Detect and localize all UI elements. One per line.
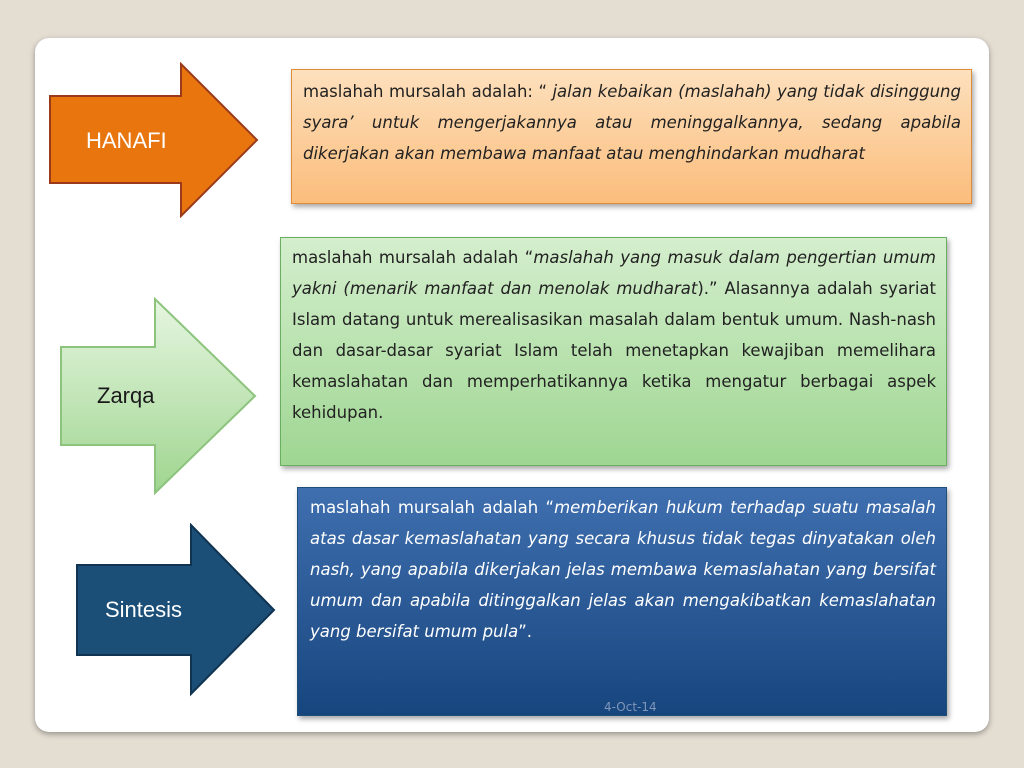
hanafi-definition-quote: jalan kebaikan (maslahah) yang tidak disinggung syara’ untuk mengerjakannya atau meninggalkannya, sedang apabila dikerjakan akan membawa manfaat atau menghindarkan mudharat — [303, 82, 961, 163]
hanafi-definition-box — [291, 69, 972, 204]
sintesis-definition-box — [297, 487, 947, 716]
sintesis-definition-prefix: maslahah mursalah adalah “ — [310, 498, 555, 517]
zarqa-definition-suffix: ).” Alasannya adalah syariat Islam datang untuk merealisasikan masalah dalam bentuk umum. Nash-nash dan dasar-dasar syariat Islam telah menetapkan kewajiban memelihara kemaslahatan dan memperhatikannya ketika mengatur berbagai aspek kehidupan. — [292, 279, 937, 422]
sintesis-label: Sintesis — [105, 597, 183, 622]
zarqa-arrow — [59, 297, 257, 495]
sintesis-definition-suffix: ”. — [518, 622, 533, 641]
hanafi-arrow — [48, 62, 260, 218]
zarqa-arrow-shape — [59, 297, 257, 495]
footer-date: 4-Oct-14 — [604, 700, 657, 714]
zarqa-definition-quote: maslahah yang masuk dalam pengertian umum yakni (menarik manfaat dan menolak mudharat — [292, 248, 936, 298]
zarqa-definition-prefix: maslahah mursalah adalah “ — [292, 248, 534, 267]
zarqa-label: Zarqa — [97, 383, 155, 408]
hanafi-label: HANAFI — [86, 128, 167, 153]
zarqa-definition-box — [280, 237, 947, 466]
sintesis-definition-quote: memberikan hukum terhadap suatu masalah atas dasar kemaslahatan yang secara khusus tidak tegas dinyatakan oleh nash, yang apabila dikerjakan jelas membawa kemaslahatan yang bersifat umum dan apabila ditinggalkan jelas akan mengakibatkan kemaslahatan yang bersifat umum pula — [310, 498, 936, 641]
hanafi-definition-prefix: maslahah mursalah adalah: “ — [303, 82, 553, 101]
sintesis-arrow — [75, 523, 277, 697]
